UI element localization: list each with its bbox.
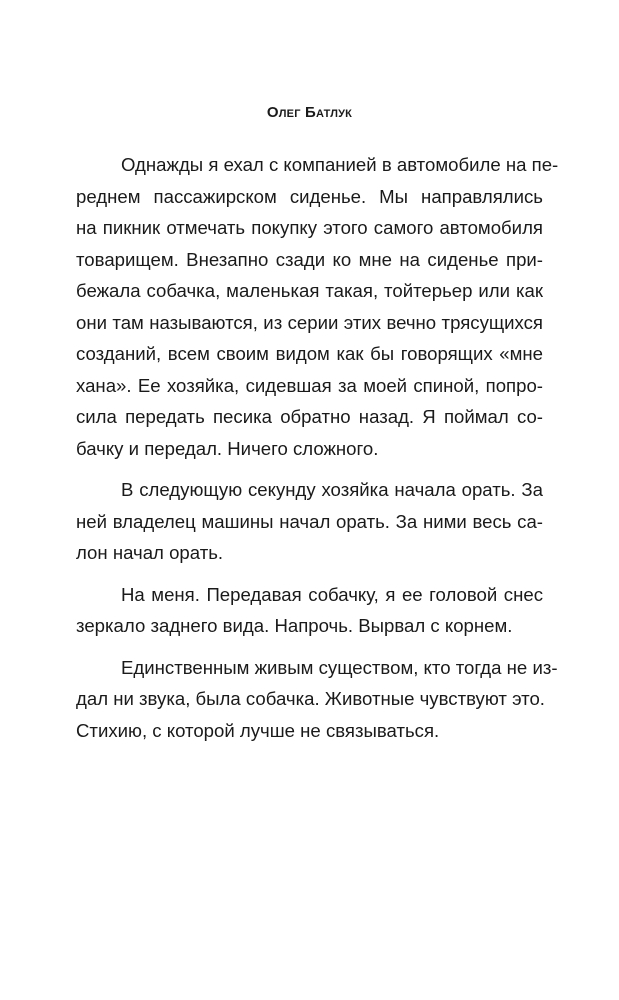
text-line: созданий, всем своим видом как бы говорящих «мне (76, 343, 543, 364)
running-head-author: Олег Батлук (266, 104, 353, 121)
text-line: сила передать песика обратно назад. Я поймал со- (76, 406, 543, 427)
text-line: Единственным живым существом, кто тогда не из- (121, 656, 558, 678)
text-line: лон начал орать. (76, 542, 224, 563)
text-line: хана». Ее хозяйка, сидевшая за моей спиной, попро- (76, 374, 543, 396)
text-line: бачку и передал. Ничего сложного. (76, 437, 379, 459)
paragraph-gap (76, 642, 543, 652)
paragraph-gap (76, 464, 543, 474)
paragraph-3 (76, 579, 543, 642)
text-line: они там называются, из серии этих вечно трясущихся (76, 311, 543, 333)
text-line: В следующую секунду хозяйка начала орать. За (121, 479, 543, 500)
text-line: бежала собачка, маленькая такая, тойтерьер или как (76, 280, 543, 301)
text-line: Стихию, с которой лучше не связываться. (76, 719, 440, 741)
text-line: ней владелец машины начал орать. За ними весь са- (76, 510, 543, 532)
paragraph-1 (76, 149, 559, 464)
text-line: Однажды я ехал с компанией в автомобиле на пе- (121, 154, 559, 175)
text-line: товарищем. Внезапно сзади ко мне на сиденье при- (76, 248, 543, 270)
text-line: реднем пассажирском сиденье. Мы направлялись (76, 185, 543, 207)
text-line: На меня. Передавая собачку, я ее головой снес (121, 583, 543, 605)
body-text (76, 149, 559, 746)
text-line: дал ни звука, была собачка. Животные чувствуют это. (76, 688, 545, 709)
text-line: на пикник отмечать покупку этого самого автомобиля (76, 217, 543, 238)
paragraph-2 (76, 474, 543, 569)
paragraph-gap (76, 569, 543, 579)
paragraph-4 (76, 652, 558, 747)
text-line: зеркало заднего вида. Напрочь. Вырвал с корнем. (76, 615, 513, 636)
